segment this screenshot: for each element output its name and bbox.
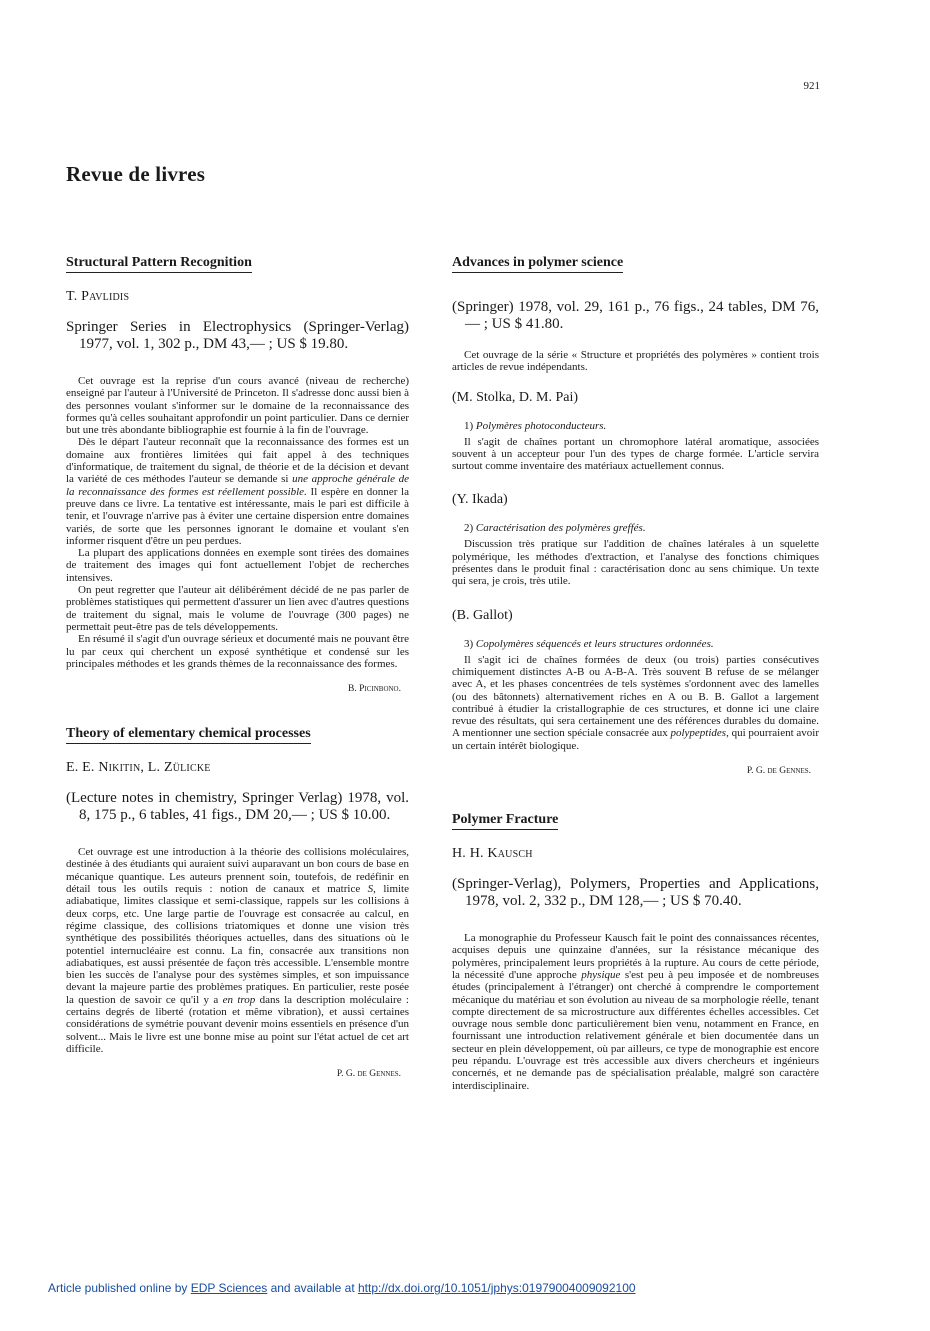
footer-citation: Article published online by EDP Sciences and available at http://dx.doi.org/10.1051/jphys:01979004009092100 (48, 1281, 636, 1295)
section-title: Theory of elementary chemical processes (66, 726, 311, 744)
paragraph: Dès le départ l'auteur reconnaît que la reconnaissance des formes est un domaine aux frontières limitées qui fait appel à des techniques d'informatique, de traitement du signal, de théorie et de la décision et devant la variété de ces méthodes l'auteur se demande si une approche générale de la reconnaissance des formes est réellement possible. Il espère en donner la preuve dans ce livre. La tentative est intéressante, mais le pari est difficile à tenir, et l'ouvrage n'arrive pas à éviter une certaine dispersion entre domaines variés, de sorte que les personnes ignorant le domaine et voulant s'en informer risquent d'être un peu perdues. (66, 436, 409, 547)
article-title: 1) Polymères photoconducteurs. (464, 419, 607, 432)
reviewer-signature: P. G. de Gennes. (746, 766, 811, 777)
right-column (452, 253, 819, 1092)
book-publication-info: Springer Series in Electrophysics (Springer-Verlag) 1977, vol. 1, 302 p., DM 43,— ; US $ 19.80. (66, 319, 409, 352)
book-authors: E. E. Nikitin, L. Zülicke (66, 760, 211, 776)
review-body (452, 932, 819, 1092)
review-body (66, 846, 409, 1055)
review-body (66, 375, 409, 670)
book-publication-info: (Lecture notes in chemistry, Springer Verlag) 1978, vol. 8, 175 p., 6 tables, 41 figs., DM 20,— ; US $ 10.00. (66, 790, 409, 824)
article-title: 2) Caractérisation des polymères greffés. (464, 522, 646, 535)
paragraph: Discussion très pratique sur l'addition de chaînes latérales à un squelette polymérique, les méthodes d'extraction, et l'analyse des fonctions chimiques présentes dans le produit final : caractérisation donc au sens chimique. Un texte qui sera, je crois, très utile. (452, 538, 819, 588)
reviewer-signature: B. Picinbono. (348, 684, 401, 695)
paragraph: Il s'agit de chaînes portant un chromophore latéral aromatique, associées souvent à un accepteur pour l'un des types de charge formée. L'article servira surtout comme inventaire des matériaux actuellement connus. (452, 435, 819, 473)
paragraph: Cet ouvrage de la série « Structure et propriétés des polymères » contient trois articles de revue indépendants. (452, 349, 819, 374)
publisher-link[interactable]: EDP Sciences (190, 1281, 268, 1295)
book-publication-info: (Springer) 1978, vol. 29, 161 p., 76 figs., 24 tables, DM 76,— ; US $ 41.80. (452, 299, 819, 332)
page-number: 921 (803, 80, 820, 92)
paragraph: Il s'agit ici de chaînes formées de deux (ou trois) parties consécutives chimiquement distinctes A-B ou A-B-A. Très souvent B refuse de se mélanger avec A, et les phases concentrées de tels systèmes s'ordonnent avec des lamelles (ou des bâtonnets) alternativement riches en A ou B. B. Gallot a largement contribué à étudier la cristallographie de ces structures, et donne ici une claire revue des résultats, qui sera certainement une des références durables du domaine. A mentionner une section spéciale consacrée aux polypeptides, qui pourraient avoir un certain intérêt biologique. (452, 653, 819, 752)
left-column (66, 253, 409, 1079)
paragraph: En résumé il s'agit d'un ouvrage sérieux et documenté mais ne pouvant être lu par ceux qui cherchent un exposé synthétique et condensé sur les principales méthodes et les grands thèmes de la reconnaissance des formes. (66, 633, 409, 670)
paragraph: On peut regretter que l'auteur ait délibérément décidé de ne pas parler de problèmes statistiques qui permettent d'assurer un lien avec d'autres questions de traitement du signal, mais le volume de l'ouvrage (300 pages) ne permettait peut-être pas de tels développements. (66, 584, 409, 633)
paragraph: La monographie du Professeur Kausch fait le point des connaissances récentes, acquises depuis une quinzaine d'années, sur la résistance mécanique des polymères, principalement leurs propriétés à la rupture. Au cours de cette période, la nécessité d'une approche physique s'est peu à peu imposée et de nombreuses études (principalement à l'étranger) ont cherché à comprendre le comportement mécanique du matériau et son évolution au niveau de sa morphologie réelle, tenant compte directement de sa microstructure aux différentes échelles accessibles. Cet ouvrage nous semble donc particulièrement bien venu, notamment en France, en fournissant une introduction relativement générale et bien documentée dans un secteur en plein développement, où par ailleurs, ce type de monographie est encore peu répandu. L'ouvrage est très accessible aux divers chercheurs et ingénieurs concernés, et ne demande pas de spécialisation préalable, malgré son caractère interdisciplinaire. (452, 932, 819, 1092)
review-polymer-fracture (452, 810, 819, 1092)
article-authors: (B. Gallot) (452, 607, 513, 623)
doi-link[interactable]: http://dx.doi.org/10.1051/jphys:01979004009092100 (357, 1281, 636, 1295)
book-publication-info: (Springer-Verlag), Polymers, Properties and Applications, 1978, vol. 2, 332 p., DM 128,— ; US $ 70.40. (452, 876, 819, 910)
article-authors: (M. Stolka, D. M. Pai) (452, 389, 578, 405)
section-title: Polymer Fracture (452, 812, 558, 830)
book-author: T. Pavlidis (66, 289, 130, 304)
paragraph: Cet ouvrage est une introduction à la théorie des collisions moléculaires, destinée à des étudiants qui auraient suivi auparavant un bon cours de base en mécanique quantique. Les auteurs prennent soin, toutefois, de redéfinir en détail tous les outils requis : notion de canaux et matrice S, limite adiabatique, limites classique et semi-classique, rappels sur les collisions à deux corps, etc. Une large partie de l'ouvrage est consacrée au calcul, en régime classique, des collisions triatomiques et donne une vision très synthétique des possibilités théoriques actuelles, dans des situations où le potentiel internucléaire est connu. La fin, consacrée aux transitions non adiabatiques, est aussi présentée de façon très accessible. L'ensemble montre bien les succès de l'analyse pour des systèmes simples, et son impuissance devant la majeure partie des problèmes pratiques. En particulier, reste posée la question de savoir ce qu'il y a en trop dans la description moléculaire : certains degrés de liberté (rotation et même vibration), et aussi certaines considérations de symétrie pouvant devenir moins essentiels en présence d'un solvent... Mais le livre est une bonne mise au point sur l'état actuel de cet art difficile. (66, 846, 409, 1055)
section-title: Structural Pattern Recognition (66, 255, 252, 273)
paragraph: Cet ouvrage est la reprise d'un cours avancé (niveau de recherche) enseigné par l'auteur à l'Université de Princeton. Il s'adresse donc aussi bien à des personnes voulant s'informer sur le domaine de la reconnaissance des formes qu'à celles souhaitant approfondir un point particulier. Dans ce dernier but une très abondante bibliographie est fournie à la fin de l'ouvrage. (66, 375, 409, 437)
review-intro (452, 349, 819, 374)
book-author: H. H. Kausch (452, 846, 533, 862)
article-authors: (Y. Ikada) (452, 492, 508, 508)
review-theory-elementary-chemical-processes (66, 724, 409, 1079)
review-advances-polymer-science (452, 253, 819, 776)
paragraph: La plupart des applications données en exemple sont tirées des domaines de traitement des images qui font actuellement l'objet de recherches intensives. (66, 547, 409, 584)
reviewer-signature: P. G. de Gennes. (336, 1069, 401, 1080)
page-title: Revue de livres (66, 162, 206, 186)
article-title: 3) Copolymères séquencés et leurs structures ordonnées. (464, 637, 714, 650)
section-title: Advances in polymer science (452, 255, 623, 273)
review-structural-pattern-recognition (66, 253, 409, 694)
